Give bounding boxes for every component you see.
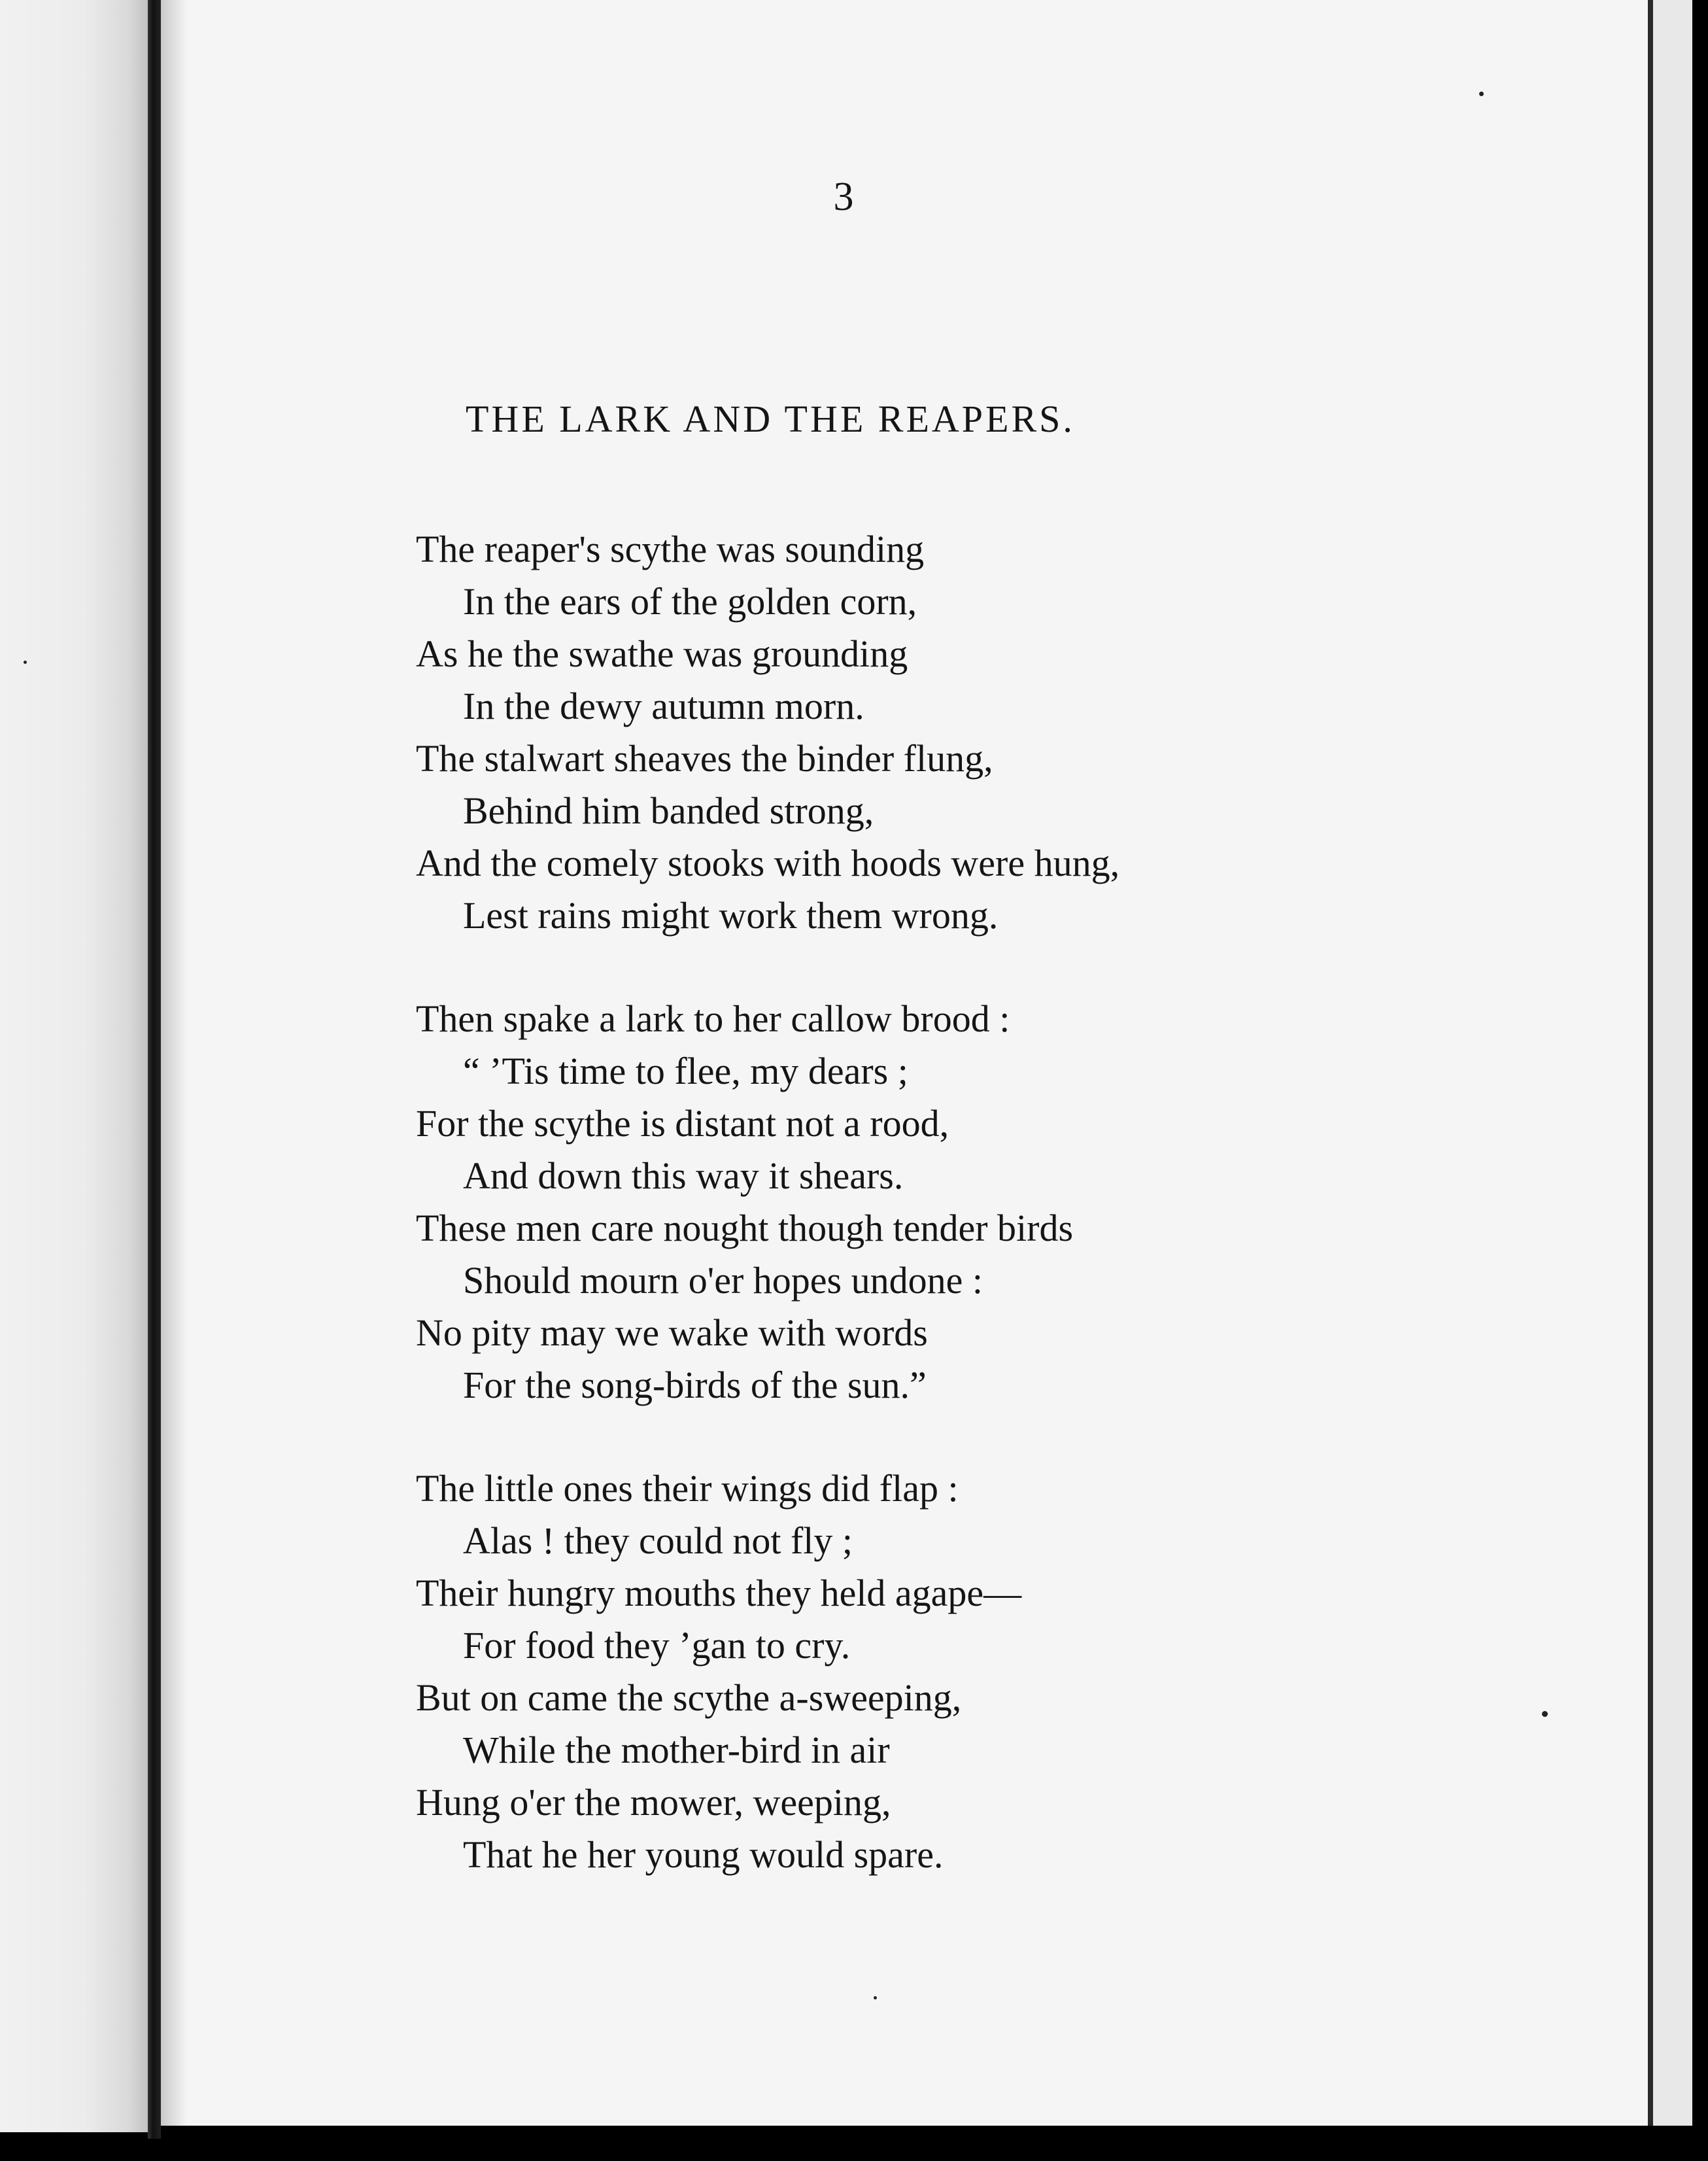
poem-line: “ ’Tis time to flee, my dears ; — [463, 1050, 908, 1092]
binding-gutter — [148, 0, 161, 2139]
poem-line: And down this way it shears. — [463, 1154, 904, 1197]
scan-speck — [24, 661, 27, 664]
poem-line: For food they ’gan to cry. — [463, 1624, 851, 1667]
stanza-1 — [416, 523, 1119, 942]
poem-line: For the scythe is distant not a rood, — [416, 1102, 949, 1145]
page-number: 3 — [833, 175, 854, 219]
scan-speck — [1542, 1711, 1548, 1717]
scan-speck — [1479, 92, 1484, 96]
poem-line: Lest rains might work them wrong. — [463, 894, 999, 937]
poem-line: Their hungry mouths they held agape— — [416, 1572, 1022, 1614]
poem-line: Alas ! they could not fly ; — [463, 1519, 853, 1562]
poem-line: In the ears of the golden corn, — [463, 580, 917, 623]
stanza-2 — [416, 993, 1119, 1411]
poem-line: The reaper's scythe was sounding — [416, 528, 925, 570]
poem-body — [416, 523, 1119, 1932]
poem-line: Should mourn o'er hopes undone : — [463, 1259, 983, 1302]
poem-line: In the dewy autumn morn. — [463, 685, 864, 727]
poem-line: While the mother-bird in air — [463, 1729, 890, 1771]
poem-line: And the comely stooks with hoods were hung, — [416, 842, 1120, 884]
scan-speck — [874, 1996, 877, 1999]
poem-line: The little ones their wings did flap : — [416, 1467, 959, 1510]
stanza-3 — [416, 1462, 1119, 1881]
poem-line: But on came the scythe a-sweeping, — [416, 1676, 962, 1719]
poem-title: THE LARK AND THE REAPERS. — [466, 398, 1075, 440]
page-edge-line — [1648, 0, 1653, 2126]
poem-line: The stalwart sheaves the binder flung, — [416, 737, 993, 780]
next-page-edge — [1653, 0, 1692, 2126]
poem-line: No pity may we wake with words — [416, 1311, 928, 1354]
poem-line: That he her young would spare. — [463, 1833, 944, 1876]
poem-line: These men care nought though tender birds — [416, 1207, 1074, 1249]
poem-line: For the song-birds of the sun.” — [463, 1364, 927, 1406]
facing-page-edge — [0, 0, 152, 2132]
poem-line: Then spake a lark to her callow brood : — [416, 997, 1010, 1040]
poem-line: Hung o'er the mower, weeping, — [416, 1781, 891, 1824]
poem-line: As he the swathe was grounding — [416, 632, 908, 675]
gutter-shadow — [161, 0, 187, 2139]
poem-line: Behind him banded strong, — [463, 789, 874, 832]
